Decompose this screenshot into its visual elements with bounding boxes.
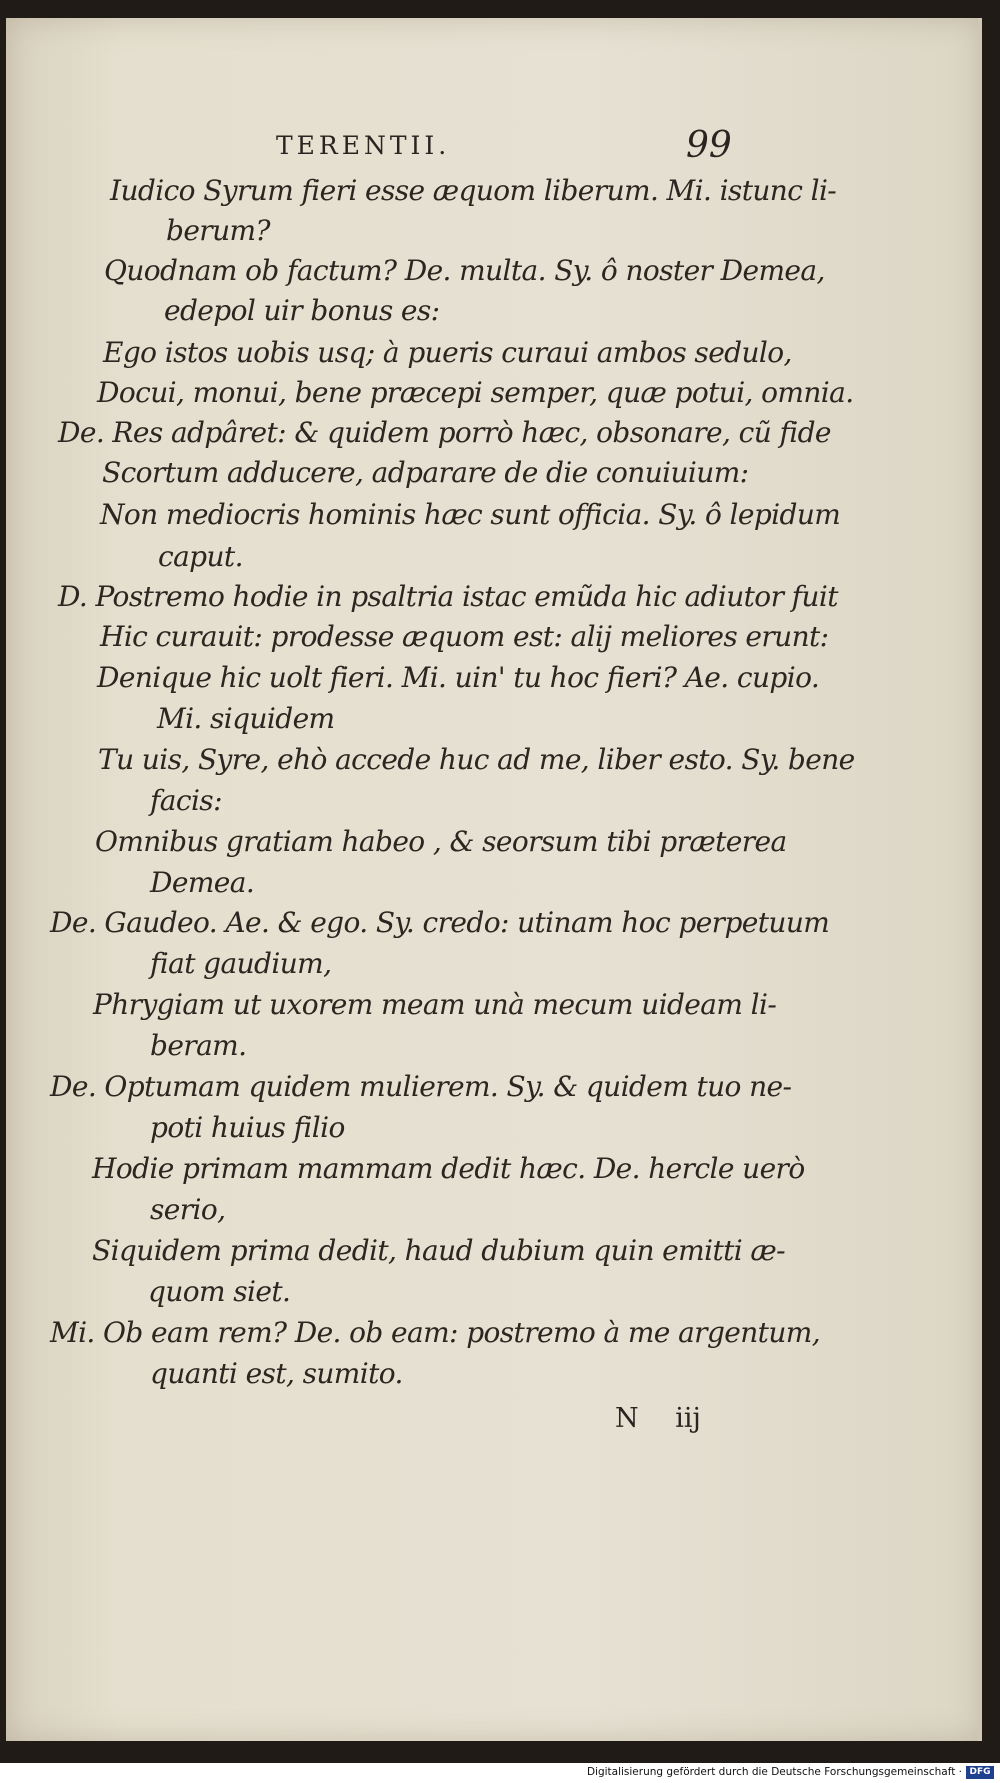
digitization-footer [0,1763,1000,1783]
text-line: poti huius filio [150,1111,345,1144]
text-line: facis: [150,784,222,817]
text-line: Demea. [150,866,255,899]
text-line: quanti est, sumito. [150,1357,403,1390]
text-line: beram. [150,1029,247,1062]
text-line: De. Gaudeo. Ae. & ego. Sy. credo: utinam hoc perpetuum [50,906,830,939]
text-line: fiat gaudium, [150,947,332,980]
text-line: Non mediocris hominis hæc sunt officia. Sy. ô lepidum [100,498,841,531]
running-head: TERENTII. [276,131,451,160]
text-line: berum? [166,214,270,247]
text-line: Mi. siquidem [157,702,335,735]
text-line: Omnibus gratiam habeo , & seorsum tibi præterea [95,825,787,858]
text-line: caput. [158,540,243,573]
text-line: Mi. Ob eam rem? De. ob eam: postremo à me argentum, [50,1316,821,1349]
text-line: edepol uir bonus es: [164,294,440,327]
text-line: Iudico Syrum fieri esse æquom liberum. Mi. istunc li- [110,174,837,207]
text-line: Scortum adducere, adparare de die conuiuium: [102,456,749,489]
text-line: Docui, monui, bene præcepi semper, quæ potui, omnia. [97,376,854,409]
text-line: Hic curauit: prodesse æquom est: alij meliores erunt: [100,620,829,653]
text-line: Ego istos uobis usq; à pueris curaui ambos sedulo, [103,336,792,369]
text-line: Hodie primam mammam dedit hæc. De. hercle uerò [92,1152,805,1185]
text-line: quom siet. [148,1275,291,1308]
text-line: Quodnam ob factum? De. multa. Sy. ô noster Demea, [104,254,825,287]
signature-mark: N iij [615,1403,701,1434]
text-line: De. Res adpâret: & quidem porrò hæc, obsonare, cũ fide [58,416,831,449]
text-line: Siquidem prima dedit, haud dubium quin emitti æ- [92,1234,785,1267]
text-line: D. Postremo hodie in psaltria istac emũda hic adiutor fuit [58,580,838,613]
text-line: Tu uis, Syre, ehò accede huc ad me, liber esto. Sy. bene [98,743,855,776]
text-line: serio, [150,1193,226,1226]
page-number: 99 [686,125,732,166]
text-line: Denique hic uolt fieri. Mi. uin' tu hoc fieri? Ae. cupio. [97,661,820,694]
dfg-logo: DFG [966,1766,994,1779]
text-line: Phrygiam ut uxorem meam unà mecum uideam li- [93,988,777,1021]
footer-credit: Digitalisierung gefördert durch die Deutsche Forschungsgemeinschaft · [586,1766,962,1778]
text-line: De. Optumam quidem mulierem. Sy. & quidem tuo ne- [50,1070,792,1103]
